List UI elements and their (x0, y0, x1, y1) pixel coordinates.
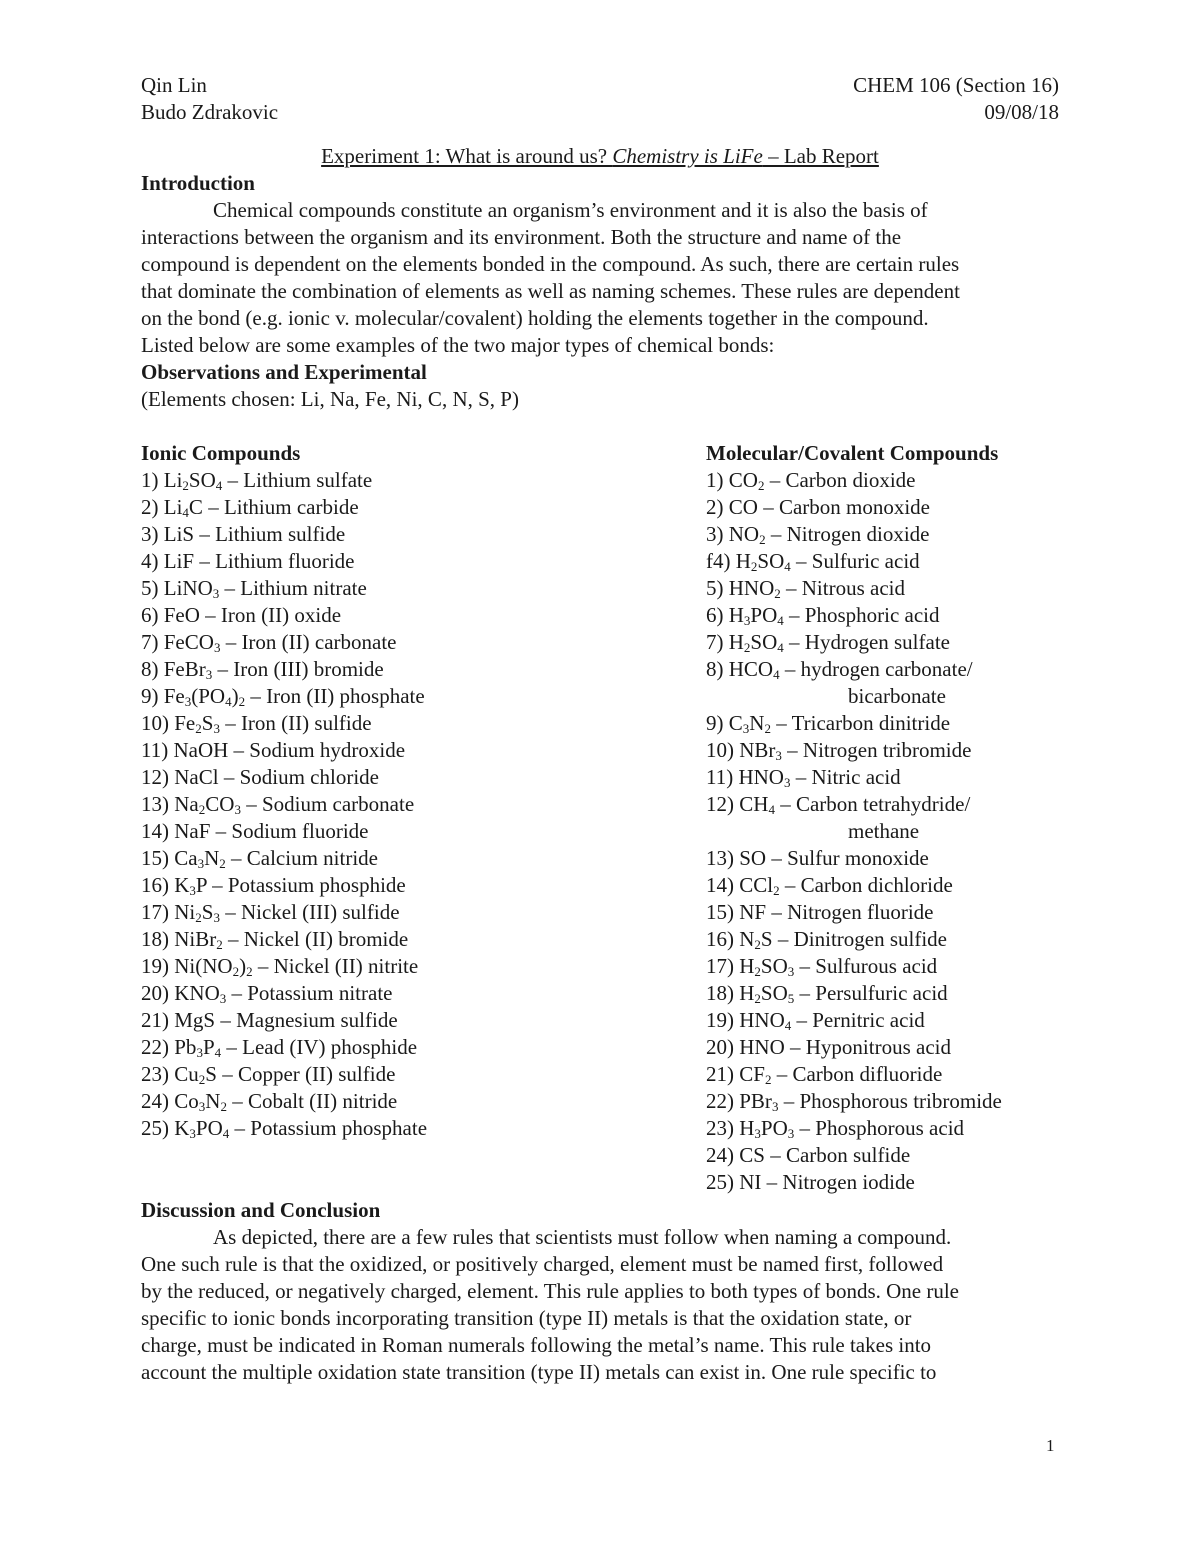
chemical-formula: $H_3PO_3$ (739, 1116, 795, 1141)
compound-list-item (141, 818, 427, 845)
separator-dash: – (790, 765, 812, 789)
separator-dash: – (219, 711, 241, 735)
paragraph-line: on the bond (e.g. ionic v. molecular/covalent) holding the elements together in the compound. (141, 306, 929, 330)
separator-dash: – (219, 576, 241, 600)
introduction-paragraph (141, 197, 1061, 359)
compound-name: Nitric acid (811, 765, 901, 789)
item-number: 14) (141, 819, 175, 843)
separator-dash: – (252, 954, 274, 978)
chemical-formula: SO (739, 846, 767, 870)
title-prefix: Experiment 1: What is around us? (321, 144, 613, 168)
compound-name: Carbon dioxide (785, 468, 916, 492)
separator-dash: – (770, 711, 792, 735)
item-number: 18) (706, 981, 740, 1005)
chemical-formula: NI (739, 1170, 762, 1194)
compound-list-item (141, 872, 427, 899)
item-number: 7) (706, 630, 729, 654)
compound-list-item (706, 494, 1002, 521)
course-label: CHEM 106 (Section 16) (853, 73, 1059, 97)
compound-list-item (706, 1115, 1002, 1142)
compound-name: Persulfuric acid (815, 981, 948, 1005)
compound-list-item (141, 926, 427, 953)
chemical-formula: $Fe_3(PO_4)_2$ (163, 684, 246, 709)
compound-name: Copper (II) sulfide (237, 1062, 396, 1086)
compound-list-item (706, 1007, 1002, 1034)
compound-list-item (706, 521, 1002, 548)
item-number: 2) (141, 495, 164, 519)
compound-name: Carbon sulfide (785, 1143, 911, 1167)
discussion-heading: Discussion and Conclusion (141, 1198, 381, 1222)
ionic-heading: Ionic Compounds (141, 441, 301, 465)
document-title (0, 143, 1200, 170)
chemical-formula: $CF_2$ (739, 1062, 772, 1087)
separator-dash: – (222, 927, 244, 951)
chemical-formula: $H_3PO_4$ (728, 603, 784, 628)
chemical-formula: NF (739, 900, 767, 924)
compound-list-item (141, 656, 427, 683)
compound-name: Nitrogen iodide (782, 1170, 915, 1194)
compound-name: Sodium fluoride (231, 819, 369, 843)
separator-dash: – (772, 927, 794, 951)
separator-dash: – (218, 765, 240, 789)
paragraph-line: account the multiple oxidation state transition (type II) metals can exist in. One rule specific to (141, 1360, 937, 1384)
paragraph-line: Chemical compounds constitute an organism’s environment and it is also the basis of (213, 198, 928, 222)
compound-list-item (141, 953, 427, 980)
compound-list-item (141, 980, 427, 1007)
chemical-formula: LiF (163, 549, 195, 573)
separator-dash: – (778, 1089, 800, 1113)
compound-name: Nickel (II) nitrite (273, 954, 419, 978)
report-date: 09/08/18 (984, 100, 1059, 124)
chemical-formula: $H_2SO_5$ (739, 981, 795, 1006)
author-1: Qin Lin (141, 73, 207, 97)
separator-dash: – (790, 549, 812, 573)
compound-name: Nickel (II) bromide (243, 927, 409, 951)
item-number: 16) (141, 873, 175, 897)
separator-dash: – (219, 900, 241, 924)
chemical-formula: $HCO_4$ (728, 657, 780, 682)
separator-dash: – (766, 900, 788, 924)
compound-name: Iron (III) bromide (233, 657, 384, 681)
compound-list-item (706, 1088, 1002, 1115)
compound-list-item (141, 548, 427, 575)
author-2: Budo Zdrakovic (141, 100, 279, 124)
item-number: 3) (141, 522, 164, 546)
compound-name: Nitrogen tribromide (802, 738, 972, 762)
chemical-formula: $CH_4$ (739, 792, 775, 817)
item-number: 21) (706, 1062, 740, 1086)
item-number: 2) (706, 495, 729, 519)
separator-dash: – (210, 819, 232, 843)
compound-list-item (706, 629, 1002, 656)
chemical-formula: $CO_2$ (728, 468, 765, 493)
chemical-formula: $H_2SO_4$ (735, 549, 791, 574)
item-number: 8) (706, 657, 729, 681)
compound-list-item (141, 629, 427, 656)
chemical-formula: $Fe_2S_3$ (174, 711, 220, 736)
separator-dash: – (199, 603, 221, 627)
chemical-formula: $KNO_3$ (174, 981, 227, 1006)
compound-name: Lithium sulfate (243, 468, 373, 492)
compound-name: Phosphoric acid (804, 603, 940, 627)
compound-list-item (141, 737, 427, 764)
item-number: 9) (141, 684, 164, 708)
compound-list-item (706, 1169, 1002, 1196)
item-number: 12) (706, 792, 740, 816)
item-number: 17) (706, 954, 740, 978)
separator-dash: – (240, 792, 262, 816)
compound-name: Potassium phosphate (250, 1116, 428, 1140)
chemical-formula: NiBr$_2$ (174, 927, 223, 952)
compound-name: Phosphorous acid (815, 1116, 965, 1140)
compound-name: Cobalt (II) nitride (247, 1089, 398, 1113)
compound-name: Potassium phosphide (227, 873, 406, 897)
item-number: 6) (141, 603, 164, 627)
compound-list-item (706, 764, 1002, 791)
separator-dash: – (220, 630, 242, 654)
chemical-formula: CO (728, 495, 758, 519)
item-number: 7) (141, 630, 164, 654)
compound-list-item (706, 926, 1002, 953)
chemical-formula: $K_3PO_4$ (174, 1116, 230, 1141)
compound-list-item (706, 656, 1002, 683)
paragraph-line: Listed below are some examples of the two major types of chemical bonds: (141, 333, 775, 357)
chemical-formula: CS (739, 1143, 765, 1167)
separator-dash: – (216, 1062, 238, 1086)
compound-name: Carbon monoxide (778, 495, 930, 519)
compound-name: Nitrous acid (801, 576, 905, 600)
compound-list-item (141, 602, 427, 629)
item-number: 20) (141, 981, 175, 1005)
compound-list-item (141, 467, 427, 494)
separator-dash: – (794, 981, 816, 1005)
chemical-formula: $Na_2CO_3$ (174, 792, 241, 817)
item-number: 12) (141, 765, 175, 789)
compound-list-item (141, 1115, 427, 1142)
item-number: 3) (706, 522, 729, 546)
compound-name: Iron (II) carbonate (241, 630, 397, 654)
compound-name: Tricarbon dinitride (791, 711, 951, 735)
chemical-formula: $Li_2SO_4$ (163, 468, 223, 493)
compound-name: Sulfur monoxide (787, 846, 929, 870)
separator-dash: – (779, 873, 801, 897)
covalent-compounds-list (706, 440, 1002, 1196)
compound-name: Sulfurous acid (815, 954, 938, 978)
compound-list-item (706, 791, 1002, 818)
compound-name: Iron (II) sulfide (240, 711, 372, 735)
observations-heading: Observations and Experimental (141, 360, 427, 384)
compound-name: Pernitric acid (812, 1008, 925, 1032)
separator-dash: – (228, 738, 250, 762)
compound-name: hydrogen carbonate/ (800, 657, 973, 681)
separator-dash: – (229, 1116, 251, 1140)
compound-list-item (141, 899, 427, 926)
chemical-formula: $C_3N_2$ (728, 711, 771, 736)
compound-list-item (706, 575, 1002, 602)
separator-dash: – (783, 630, 805, 654)
compound-list-item (706, 1142, 1002, 1169)
compound-list-item (141, 710, 427, 737)
chemical-formula: $Ni_2S_3$ (174, 900, 220, 925)
compound-list-item (141, 764, 427, 791)
separator-dash: – (215, 1008, 237, 1032)
compound-name: Magnesium sulfide (236, 1008, 398, 1032)
compound-name: Nitrogen fluoride (787, 900, 934, 924)
chemical-formula: LiS (163, 522, 195, 546)
item-number: 23) (706, 1116, 740, 1140)
chemical-formula: $Ni(NO_2)_2$ (174, 954, 253, 979)
compound-name: Nitrogen dioxide (786, 522, 930, 546)
discussion-paragraph (141, 1224, 1061, 1386)
compound-list-item (706, 737, 1002, 764)
compound-name: Hydrogen sulfate (804, 630, 950, 654)
item-number: 17) (141, 900, 175, 924)
title-italic: Chemistry is LiFe (612, 144, 763, 168)
chemical-formula: $HNO_2$ (728, 576, 781, 601)
compound-name: Carbon dichloride (800, 873, 953, 897)
item-number: 24) (706, 1143, 740, 1167)
chemical-formula: $N_2S$ (739, 927, 773, 952)
separator-dash: – (194, 522, 216, 546)
compound-name: Carbon difluoride (792, 1062, 943, 1086)
compound-list-item (141, 1061, 427, 1088)
compound-name: Iron (II) phosphate (266, 684, 425, 708)
chemical-formula: NBr$_3$ (739, 738, 782, 763)
compound-list-item (141, 575, 427, 602)
chemical-formula: $Pb_3P_4$ (174, 1035, 222, 1060)
item-number: 10) (141, 711, 175, 735)
separator-dash: – (194, 549, 216, 573)
compound-list-item (141, 1007, 427, 1034)
compound-list-item (706, 845, 1002, 872)
chemical-formula: $H_2SO_3$ (739, 954, 795, 979)
item-number: 20) (706, 1035, 740, 1059)
separator-dash: – (764, 468, 786, 492)
item-number: 25) (706, 1170, 740, 1194)
item-number: 15) (706, 900, 740, 924)
item-number: 16) (706, 927, 740, 951)
separator-dash: – (206, 873, 228, 897)
compound-list-item (706, 548, 1002, 575)
separator-dash: – (212, 657, 234, 681)
separator-dash: – (761, 1170, 783, 1194)
compound-name: Iron (II) oxide (220, 603, 342, 627)
separator-dash: – (771, 1062, 793, 1086)
chemical-formula: $HNO_4$ (739, 1008, 792, 1033)
compound-list-item (141, 791, 427, 818)
chemical-formula: LiNO$_3$ (163, 576, 220, 601)
item-number: f4) (706, 549, 736, 573)
compound-name: Lead (IV) phosphide (242, 1035, 418, 1059)
separator-dash: – (779, 657, 801, 681)
item-number: 5) (706, 576, 729, 600)
separator-dash: – (784, 1035, 806, 1059)
item-number: 10) (706, 738, 740, 762)
paragraph-line: compound is dependent on the elements bonded in the compound. As such, there are certain rules (141, 252, 960, 276)
separator-dash: – (780, 576, 802, 600)
item-number: 18) (141, 927, 175, 951)
compound-name: Potassium nitrate (247, 981, 393, 1005)
chemical-formula: $Ca_3N_2$ (174, 846, 226, 871)
separator-dash: – (783, 603, 805, 627)
item-number: 21) (141, 1008, 175, 1032)
separator-dash: – (222, 468, 244, 492)
compound-name: Sodium carbonate (261, 792, 415, 816)
compound-list-item (706, 872, 1002, 899)
chemical-formula: FeCO$_3$ (163, 630, 221, 655)
compound-list-item (706, 1034, 1002, 1061)
compound-list-item (141, 1034, 427, 1061)
compound-list-item (706, 467, 1002, 494)
chemical-formula: $Li_4C$ (163, 495, 203, 520)
item-number: 6) (706, 603, 729, 627)
separator-dash: – (774, 792, 796, 816)
item-number: 15) (141, 846, 175, 870)
chemical-formula: FeO (163, 603, 200, 627)
item-number: 4) (141, 549, 164, 573)
compound-name: Dinitrogen sulfide (793, 927, 947, 951)
paragraph-line: As depicted, there are a few rules that scientists must follow when naming a compound. (213, 1225, 952, 1249)
item-number: 19) (141, 954, 175, 978)
ionic-items (141, 467, 427, 1142)
compound-name: Lithium carbide (223, 495, 359, 519)
separator-dash: – (766, 846, 788, 870)
compound-name: Phosphorous tribromide (799, 1089, 1002, 1113)
item-number: 1) (141, 468, 164, 492)
compound-name: Sodium hydroxide (249, 738, 406, 762)
compound-name: Hyponitrous acid (805, 1035, 951, 1059)
separator-dash: – (226, 981, 248, 1005)
item-number: 25) (141, 1116, 175, 1140)
covalent-heading: Molecular/Covalent Compounds (706, 441, 999, 465)
introduction-heading: Introduction (141, 171, 255, 195)
chemical-formula: MgS (174, 1008, 216, 1032)
compound-list-item (141, 683, 427, 710)
chemical-formula: NaCl (174, 765, 219, 789)
chemical-formula: HNO (739, 1035, 785, 1059)
title-suffix: – Lab Report (762, 144, 879, 168)
chemical-formula: $K_3P$ (174, 873, 207, 898)
paragraph-line: by the reduced, or negatively charged, element. This rule applies to both types of bonds. One rule (141, 1279, 959, 1303)
paragraph-line: interactions between the organism and its environment. Both the structure and name of the (141, 225, 902, 249)
separator-dash: – (794, 954, 816, 978)
item-number: 22) (706, 1089, 740, 1113)
chemical-formula: $H_2SO_4$ (728, 630, 784, 655)
compound-list-item (706, 953, 1002, 980)
separator-dash: – (226, 1089, 248, 1113)
covalent-items (706, 467, 1002, 1196)
item-number: 9) (706, 711, 729, 735)
separator-dash: – (202, 495, 224, 519)
compound-list-item (706, 1061, 1002, 1088)
item-number: 13) (706, 846, 740, 870)
chemical-formula: $NO_2$ (728, 522, 766, 547)
item-number: 13) (141, 792, 175, 816)
item-number: 23) (141, 1062, 175, 1086)
compound-list-item (706, 602, 1002, 629)
compound-name: Nickel (III) sulfide (240, 900, 400, 924)
compound-list-item (706, 980, 1002, 1007)
paragraph-line: specific to ionic bonds incorporating transition (type II) metals is that the oxidation state, or (141, 1306, 912, 1330)
compound-name: Calcium nitride (246, 846, 378, 870)
compound-name: Lithium nitrate (240, 576, 367, 600)
chemical-formula: NaF (174, 819, 211, 843)
separator-dash: – (765, 522, 787, 546)
compound-list-item (141, 845, 427, 872)
elements-chosen: (Elements chosen: Li, Na, Fe, Ni, C, N, S, P) (141, 387, 519, 411)
compound-name: Carbon tetrahydride/ (795, 792, 971, 816)
separator-dash: – (221, 1035, 243, 1059)
separator-dash: – (757, 495, 779, 519)
item-number: 8) (141, 657, 164, 681)
compound-name: Sulfuric acid (811, 549, 920, 573)
item-number: 11) (706, 765, 739, 789)
item-number: 24) (141, 1089, 175, 1113)
compound-list-item (141, 1088, 427, 1115)
chemical-formula: FeBr$_3$ (163, 657, 213, 682)
compound-name: Sodium chloride (239, 765, 379, 789)
item-number: 5) (141, 576, 164, 600)
compound-list-item (141, 521, 427, 548)
item-number: 14) (706, 873, 740, 897)
separator-dash: – (225, 846, 247, 870)
separator-dash: – (245, 684, 267, 708)
separator-dash: – (791, 1008, 813, 1032)
item-number: 11) (141, 738, 174, 762)
compound-list-item (141, 494, 427, 521)
paragraph-line: charge, must be indicated in Roman numerals following the metal’s name. This rule takes into (141, 1333, 932, 1357)
chemical-formula: NaOH (173, 738, 229, 762)
compound-name-continuation: methane (848, 819, 920, 843)
ionic-compounds-list (141, 440, 427, 1142)
chemical-formula: CCl$_2$ (739, 873, 780, 898)
chemical-formula: $Cu_2S$ (174, 1062, 217, 1087)
item-number: 22) (141, 1035, 175, 1059)
item-number: 1) (706, 468, 729, 492)
separator-dash: – (781, 738, 803, 762)
chemical-formula: PBr$_3$ (739, 1089, 779, 1114)
item-number: 19) (706, 1008, 740, 1032)
chemical-formula: $Co_3N_2$ (174, 1089, 227, 1114)
separator-dash: – (794, 1116, 816, 1140)
compound-list-item (706, 899, 1002, 926)
compound-name: Lithium sulfide (215, 522, 346, 546)
compound-list-item (706, 710, 1002, 737)
separator-dash: – (764, 1143, 786, 1167)
chemical-formula: $HNO_3$ (738, 765, 791, 790)
compound-name: Lithium fluoride (215, 549, 355, 573)
compound-name-continuation: bicarbonate (848, 684, 946, 708)
page-number: 1 (1046, 1436, 1055, 1455)
paragraph-line: that dominate the combination of elements as well as naming schemes. These rules are dependent (141, 279, 960, 303)
paragraph-line: One such rule is that the oxidized, or positively charged, element must be named first, followed (141, 1252, 944, 1276)
